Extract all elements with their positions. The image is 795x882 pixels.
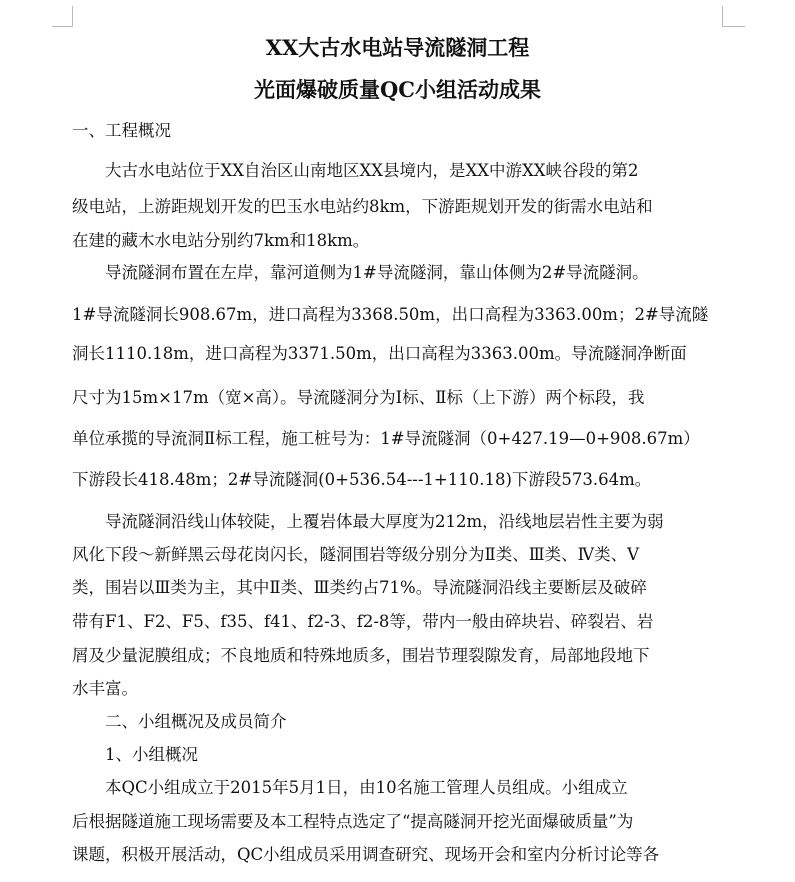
document-title-line-1: XX大古水电站导流隧洞工程 <box>265 35 530 60</box>
paragraph-4-line: 课题，积极开展活动，QC小组成员采用调查研究、现场开会和室内分析讨论等各 <box>72 845 660 864</box>
paragraph-4-line: 本QC小组成立于2015年5月1日，由10名施工管理人员组成。小组成立 <box>72 778 628 797</box>
paragraph-3-line: 导流隧洞沿线山体较陡，上覆岩体最大厚度为212m，沿线地层岩性主要为弱 <box>72 512 664 531</box>
paragraph-2-line: 洞长1110.18m，进口高程为3371.50m，出口高程为3363.00m。导流隧洞净断面 <box>72 344 687 363</box>
paragraph-1-line: 级电站，上游距规划开发的巴玉水电站约8km，下游距规划开发的街需水电站和 <box>72 197 653 216</box>
paragraph-3-line: 风化下段～新鲜黑云母花岗闪长，隧洞围岩等级分别分为Ⅱ类、Ⅲ类、Ⅳ类、Ⅴ <box>72 545 640 564</box>
paragraph-2-line: 导流隧洞布置在左岸，靠河道侧为1#导流隧洞，靠山体侧为2#导流隧洞。 <box>72 263 649 282</box>
paragraph-3-line: 水丰富。 <box>72 679 138 698</box>
document-title-line-2: 光面爆破质量QC小组活动成果 <box>253 77 541 102</box>
crop-mark-top-right <box>722 6 745 27</box>
section-1-heading: 一、工程概况 <box>72 121 171 140</box>
paragraph-1-line: 大古水电站位于XX自治区山南地区XX县境内，是XX中游XX峡谷段的第2 <box>72 161 639 180</box>
paragraph-3-line: 屑及少量泥膜组成；不良地质和特殊地质多，围岩节理裂隙发育，局部地段地下 <box>72 646 650 665</box>
paragraph-2-line: 1#导流隧洞长908.67m，进口高程为3368.50m，出口高程为3363.00m；2#导流隧 <box>72 305 709 324</box>
paragraph-4-line: 后根据隧道施工现场需要及本工程特点选定了“提高隧洞开挖光面爆破质量”为 <box>72 812 634 831</box>
paragraph-1-line: 在建的藏木水电站分别约7km和18km。 <box>72 231 370 250</box>
paragraph-2-line: 单位承揽的导流洞Ⅱ标工程，施工桩号为：1#导流隧洞（0+427.19—0+908.67m） <box>72 429 700 448</box>
paragraph-2-line: 尺寸为15m×17m（宽×高）。导流隧洞分为Ⅰ标、Ⅱ标（上下游）两个标段，我 <box>72 388 645 407</box>
paragraph-2-line: 下游段长418.48m；2#导流隧洞(0+536.54---1+110.18)下游段573.64m。 <box>72 470 652 489</box>
section-2-heading: 二、小组概况及成员简介 <box>72 712 287 731</box>
subsection-1-heading: 1、小组概况 <box>72 745 198 764</box>
paragraph-3-line: 带有F1、F2、F5、f35、f41、f2-3、f2-8等，带内一般由碎块岩、碎裂岩、岩 <box>72 612 654 631</box>
crop-mark-top-left <box>52 6 73 27</box>
paragraph-3-line: 类，围岩以Ⅲ类为主，其中Ⅱ类、Ⅲ类约占71%。导流隧洞沿线主要断层及破碎 <box>72 578 647 597</box>
